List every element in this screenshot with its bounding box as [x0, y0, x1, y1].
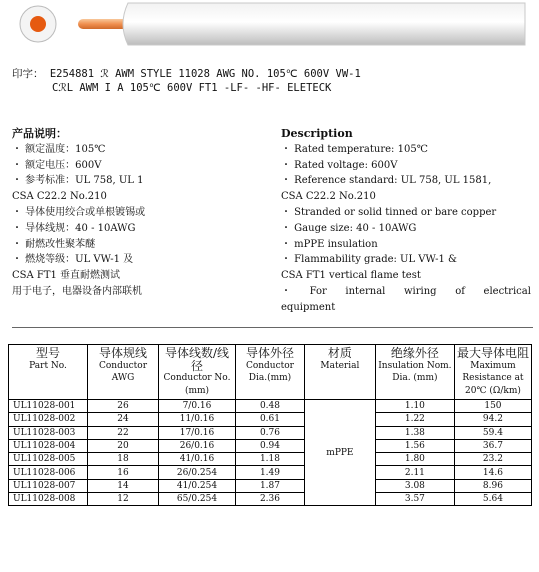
- cell-conductor-dia: 0.76: [236, 426, 305, 439]
- cell-part-no: UL11028-002: [9, 413, 88, 426]
- cell-strands: 26/0.16: [158, 439, 235, 452]
- cell-resistance: 36.7: [454, 439, 531, 452]
- cell-strands: 7/0.16: [158, 400, 235, 413]
- cell-insulation-dia: 2.11: [375, 466, 454, 479]
- table-row: [9, 426, 532, 439]
- cell-resistance: 5.64: [454, 493, 531, 506]
- en-word: of: [455, 285, 465, 297]
- en-line: ・ Reference standard: UL 758, UL 1581,: [281, 175, 492, 187]
- cell-resistance: 8.96: [454, 479, 531, 492]
- zh-line: ・ 导体线规：40 - 10AWG: [12, 222, 136, 234]
- print-line-1-text: E254881 ℛ AWM STYLE 11028 AWG NO. 105℃ 600V VW-1: [49, 68, 361, 80]
- header-conductor-no: 导体线数/线径 Conductor No.(mm): [158, 345, 235, 400]
- header-part-no: 型号 Part No.: [9, 345, 88, 400]
- header-max-resistance: 最大导体电阻 Maximum Resistance at 20℃ (Ω/km): [454, 345, 531, 400]
- cell-awg: 18: [88, 453, 159, 466]
- en-line: ・ Stranded or solid tinned or bare copper: [281, 206, 497, 218]
- table-row: [9, 413, 532, 426]
- cell-insulation-dia: 1.10: [375, 400, 454, 413]
- table-row: [9, 466, 532, 479]
- en-word: ・: [281, 285, 291, 297]
- cell-awg: 20: [88, 439, 159, 452]
- section-divider: [12, 327, 533, 328]
- spec-table: [8, 344, 532, 506]
- cell-insulation-dia: 3.57: [375, 493, 454, 506]
- cell-material: mPPE: [304, 400, 375, 506]
- cable-illustration: [0, 0, 539, 56]
- zh-line: ・ 额定电压：600V: [12, 159, 102, 171]
- zh-line: ・ 燃烧等级：UL VW-1 及: [12, 254, 134, 266]
- cable-jacket: [123, 3, 525, 45]
- print-line-1: [12, 66, 361, 81]
- cell-strands: 17/0.16: [158, 426, 235, 439]
- cell-part-no: UL11028-001: [9, 400, 88, 413]
- en-word: electrical: [483, 285, 531, 297]
- cell-strands: 41/0.16: [158, 453, 235, 466]
- cable-end-core: [30, 16, 46, 32]
- zh-line: ・ 耐燃改性聚苯醚: [12, 238, 96, 250]
- cell-conductor-dia: 0.94: [236, 439, 305, 452]
- en-line: CSA C22.2 No.210: [281, 191, 376, 203]
- cell-resistance: 59.4: [454, 426, 531, 439]
- cell-part-no: UL11028-005: [9, 453, 88, 466]
- en-line: CSA FT1 vertical flame test: [281, 270, 421, 282]
- cell-strands: 11/0.16: [158, 413, 235, 426]
- header-conductor-dia: 导体外径 Conductor Dia.(mm): [236, 345, 305, 400]
- en-line: ・ Gauge size: 40 - 10AWG: [281, 222, 417, 234]
- zh-line: ・ 额定温度：105℃: [12, 143, 106, 155]
- table-row: [9, 453, 532, 466]
- header-material: 材质 Material: [304, 345, 375, 400]
- cell-strands: 41/0.254: [158, 479, 235, 492]
- zh-line: ・ 参考标准：UL 758, UL 1: [12, 175, 144, 187]
- cell-resistance: 94.2: [454, 413, 531, 426]
- en-line: ・ Rated temperature: 105℃: [281, 143, 428, 155]
- zh-line: CSA C22.2 No.210: [12, 191, 107, 203]
- cell-insulation-dia: 1.80: [375, 453, 454, 466]
- en-word: wiring: [404, 285, 437, 297]
- en-line: ・ Flammability grade: UL VW-1 &: [281, 254, 457, 266]
- en-line-justified: [281, 284, 531, 300]
- en-line: ・ mPPE insulation: [281, 238, 378, 250]
- cell-resistance: 14.6: [454, 466, 531, 479]
- print-label: 印字：: [12, 68, 44, 80]
- cell-awg: 26: [88, 400, 159, 413]
- table-row: [9, 400, 532, 413]
- table-header-row: [9, 345, 532, 400]
- header-conductor-awg: 导体规线 Conductor AWG: [88, 345, 159, 400]
- cell-awg: 12: [88, 493, 159, 506]
- heading-en: Description: [281, 127, 353, 140]
- cell-insulation-dia: 1.56: [375, 439, 454, 452]
- en-line: equipment: [281, 301, 336, 313]
- zh-line: 用于电子，电器设备内部联机: [12, 285, 142, 297]
- product-description-zh: [12, 126, 272, 300]
- cell-conductor-dia: 1.49: [236, 466, 305, 479]
- cell-strands: 65/0.254: [158, 493, 235, 506]
- header-insulation-dia: 绝缘外径 Insulation Nom. Dia. (mm): [375, 345, 454, 400]
- print-line-2: [52, 82, 331, 94]
- table-row: [9, 479, 532, 492]
- cell-awg: 22: [88, 426, 159, 439]
- cell-conductor-dia: 1.87: [236, 479, 305, 492]
- cell-strands: 26/0.254: [158, 466, 235, 479]
- cell-conductor-dia: 0.61: [236, 413, 305, 426]
- cell-conductor-dia: 0.48: [236, 400, 305, 413]
- cell-resistance: 150: [454, 400, 531, 413]
- table-row: [9, 439, 532, 452]
- print-line-2-text: CℛL AWM I A 105℃ 600V FT1 -LF- -HF- ELETECK: [52, 82, 332, 94]
- cell-awg: 14: [88, 479, 159, 492]
- en-word: internal: [345, 285, 386, 297]
- cell-conductor-dia: 2.36: [236, 493, 305, 506]
- en-line: ・ Rated voltage: 600V: [281, 159, 398, 171]
- zh-line: CSA FT1 垂直耐燃测试: [12, 270, 121, 282]
- cell-part-no: UL11028-007: [9, 479, 88, 492]
- cell-insulation-dia: 1.38: [375, 426, 454, 439]
- cell-part-no: UL11028-004: [9, 439, 88, 452]
- cell-part-no: UL11028-008: [9, 493, 88, 506]
- table-row: [9, 493, 532, 506]
- product-description-en: [281, 126, 531, 316]
- cell-part-no: UL11028-006: [9, 466, 88, 479]
- cell-conductor-dia: 1.18: [236, 453, 305, 466]
- cell-awg: 24: [88, 413, 159, 426]
- cell-awg: 16: [88, 466, 159, 479]
- heading-zh: 产品说明：: [12, 127, 67, 140]
- zh-line: ・ 导体使用绞合或单根镀锡或: [12, 206, 146, 218]
- en-word: For: [309, 285, 327, 297]
- cell-insulation-dia: 3.08: [375, 479, 454, 492]
- cell-resistance: 23.2: [454, 453, 531, 466]
- cell-insulation-dia: 1.22: [375, 413, 454, 426]
- cell-part-no: UL11028-003: [9, 426, 88, 439]
